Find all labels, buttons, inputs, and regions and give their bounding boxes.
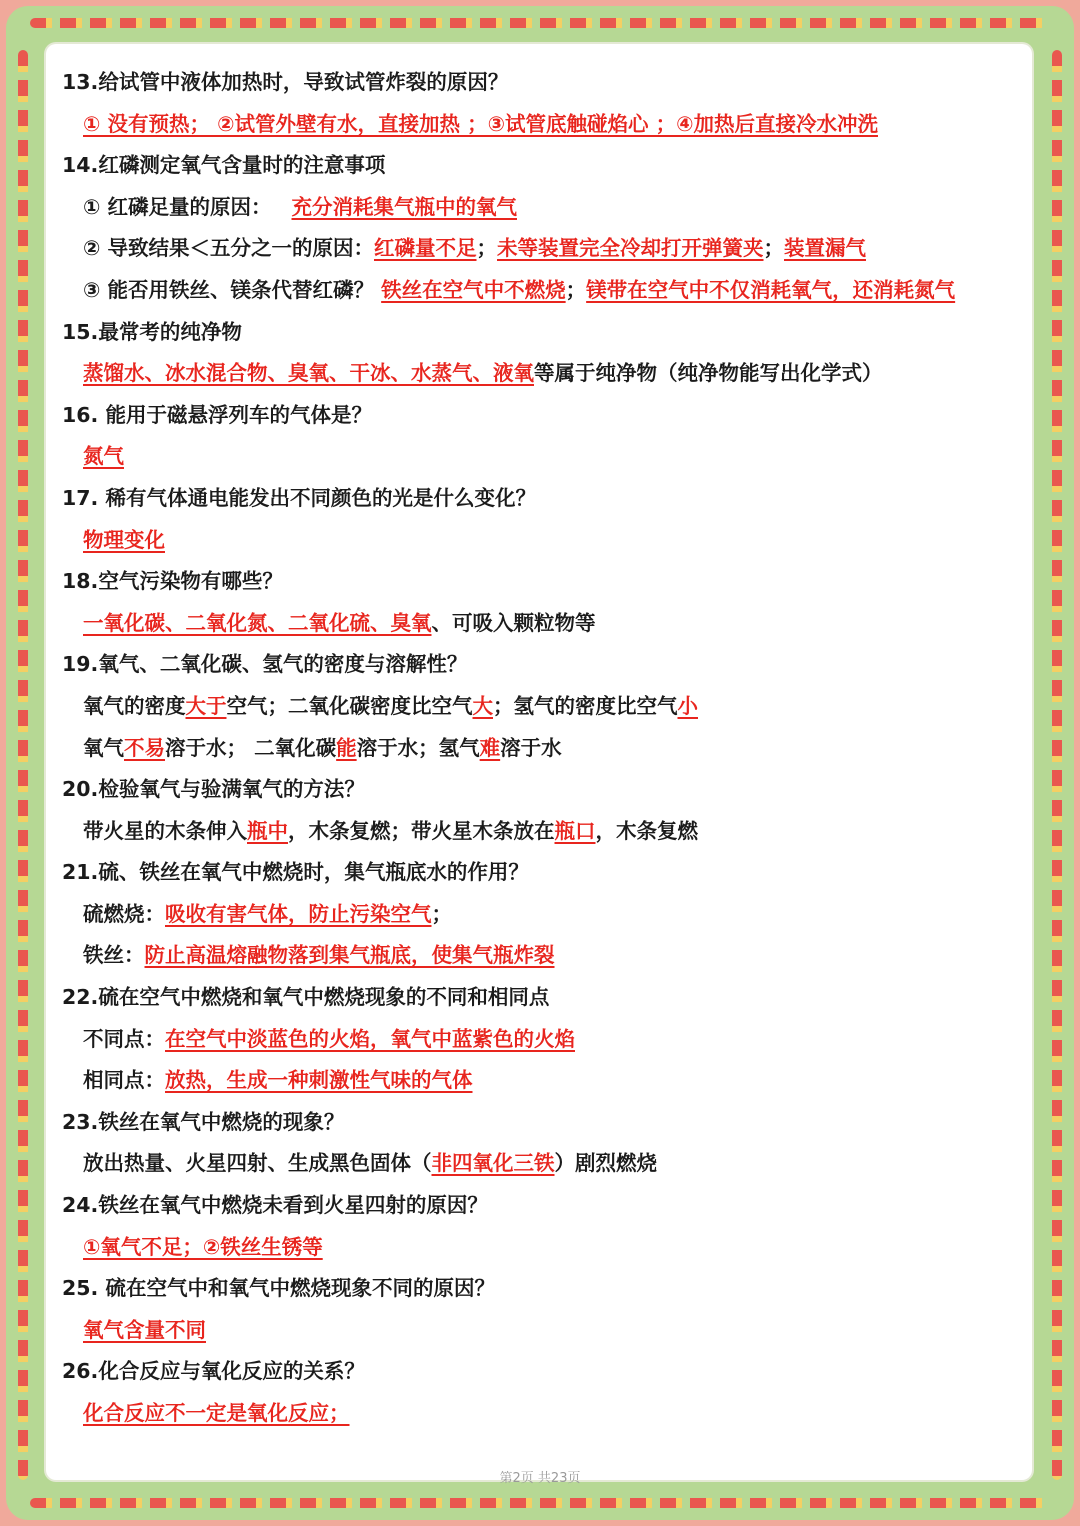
answer-text: 装置漏气 [784,236,866,261]
item-label: 铁丝： [83,943,145,968]
answer-text: 防止高温熔融物落到集气瓶底，使集气瓶炸裂 [144,943,555,968]
answer-text: 大 [472,693,493,718]
text-part: 氧气 [83,735,124,760]
item-label: 不同点： [83,1026,165,1051]
answer-text: 物理变化 [83,527,165,552]
answer-text: 化合反应不一定是氧化反应； [83,1401,350,1425]
question-14-item-3 [62,270,1022,312]
answer-text: 不易 [124,735,165,760]
answer-text: 充分消耗集气瓶中的氧气 [291,194,517,219]
separator: ； [565,277,587,302]
answer-text: 在空气中淡蓝色的火焰，氧气中蓝紫色的火焰 [165,1026,575,1051]
answer-rest: 、可吸入颗粒物等 [431,610,596,635]
question-24-answer [62,1227,1022,1269]
question-21-title: 21.硫、铁丝在氧气中燃烧时，集气瓶底水的作用？ [62,860,529,885]
item-label: 相同点： [83,1068,165,1093]
answer-text: 铁丝在空气中不燃烧 [381,277,566,302]
question-20-title: 20.检验氧气与验满氧气的方法？ [62,777,365,802]
answer-text: 瓶口 [554,818,596,843]
page-footer: 第2页 共23页 [499,1471,581,1486]
question-26-title: 26.化合反应与氧化反应的关系？ [62,1359,365,1384]
separator: ； [431,901,452,926]
question-24-title: 24.铁丝在氧气中燃烧未看到火星四射的原因？ [62,1193,488,1218]
answer-text: ① 没有预热； ②试管外壁有水，直接加热 ；③试管底触碰焰心 ；④加热后直接冷水冲洗 [83,111,878,136]
answer-text: 放热，生成一种刺激性气味的气体 [165,1068,473,1093]
answer-text: 能 [336,735,357,760]
item-label: ② 导致结果＜五分之一的原因： [83,236,374,261]
answer-text: 非四氧化三铁 [431,1151,555,1176]
border-dashes-top [30,18,1050,28]
answer-text: 蒸馏水、冰水混合物、臭氧、干冰、水蒸气、液氧 [83,361,534,386]
question-13-answer [62,104,1022,146]
question-14-item-2 [62,228,1022,270]
item-label: 硫燃烧： [83,901,165,926]
question-16-answer [62,436,1022,478]
question-13-title: 13.给试管中液体加热时，导致试管炸裂的原因？ [62,70,509,94]
question-17-title: 17. 稀有气体通电能发出不同颜色的光是什么变化？ [62,485,536,510]
question-23-answer [62,1143,1022,1185]
text-part: ）剧烈燃烧 [554,1151,657,1176]
separator: ； [476,236,497,261]
text-part: 带火星的木条伸入 [83,818,247,843]
border-dashes-right [1052,50,1062,1480]
question-21-line-2 [62,935,1022,977]
answer-text: 吸收有害气体，防止污染空气 [165,901,432,926]
text-part: 溶于水 [500,735,562,760]
border-dashes-left [18,50,28,1480]
question-22-line-2 [62,1060,1022,1102]
answer-text: 红磷量不足 [374,236,477,261]
answer-text: 未等装置完全冷却打开弹簧夹 [497,236,764,261]
question-16-title: 16. 能用于磁悬浮列车的气体是？ [62,402,372,427]
answer-text: ①氧气不足；②铁丝生锈等 [83,1234,323,1259]
question-22-line-1 [62,1019,1022,1061]
text-part: ，木条复燃 [595,818,698,843]
question-20-answer [62,811,1022,853]
answer-text: 难 [479,735,501,760]
text-part: ，木条复燃；带火星木条放在 [288,818,555,843]
text-part: 溶于水； 二氧化碳 [165,735,337,760]
text-part: 放出热量、火星四射、生成黑色固体（ [83,1151,432,1176]
answer-text: 氧气含量不同 [83,1317,206,1342]
question-25-title: 25. 硫在空气中和氧气中燃烧现象不同的原因？ [62,1276,495,1301]
text-part: 氧气的密度 [83,693,186,718]
question-18-answer [62,603,1022,645]
answer-text: 瓶中 [247,818,288,843]
question-14-title: 14.红磷测定氧气含量时的注意事项 [62,153,386,178]
text-part: ；氢气的密度比空气 [493,693,678,718]
question-22-title: 22.硫在空气中燃烧和氧气中燃烧现象的不同和相同点 [62,985,550,1010]
question-21-line-1 [62,894,1022,936]
answer-text: 氮气 [83,444,124,469]
answer-text: 镁带在空气中不仅消耗氧气，还消耗氮气 [586,277,956,302]
question-18-title: 18.空气污染物有哪些？ [62,569,283,594]
item-label: ③ 能否用铁丝、镁条代替红磷？ [83,277,374,302]
text-part: 空气；二氧化碳密度比空气 [226,693,473,718]
question-17-answer [62,520,1022,562]
question-14-item-1 [62,187,1022,229]
text-part: 溶于水；氢气 [356,735,480,760]
question-15-answer [62,353,1022,395]
answer-rest: 等属于纯净物（纯净物能写出化学式） [534,361,883,386]
question-26-answer [62,1393,1022,1435]
question-15-title: 15.最常考的纯净物 [62,319,242,344]
answer-text: 大于 [185,693,227,718]
question-19-line-1 [62,686,1022,728]
separator: ； [763,236,784,261]
answer-text: 小 [677,693,698,718]
answer-text: 一氧化碳、二氧化氮、二氧化硫、臭氧 [83,610,432,635]
item-label: ① 红磷足量的原因： [83,194,272,219]
question-19-line-2 [62,728,1022,770]
question-19-title: 19.氧气、二氧化碳、氢气的密度与溶解性？ [62,652,468,677]
question-23-title: 23.铁丝在氧气中燃烧的现象？ [62,1109,345,1134]
question-list [62,62,1022,1435]
question-25-answer [62,1310,1022,1352]
border-dashes-bottom [30,1498,1050,1508]
